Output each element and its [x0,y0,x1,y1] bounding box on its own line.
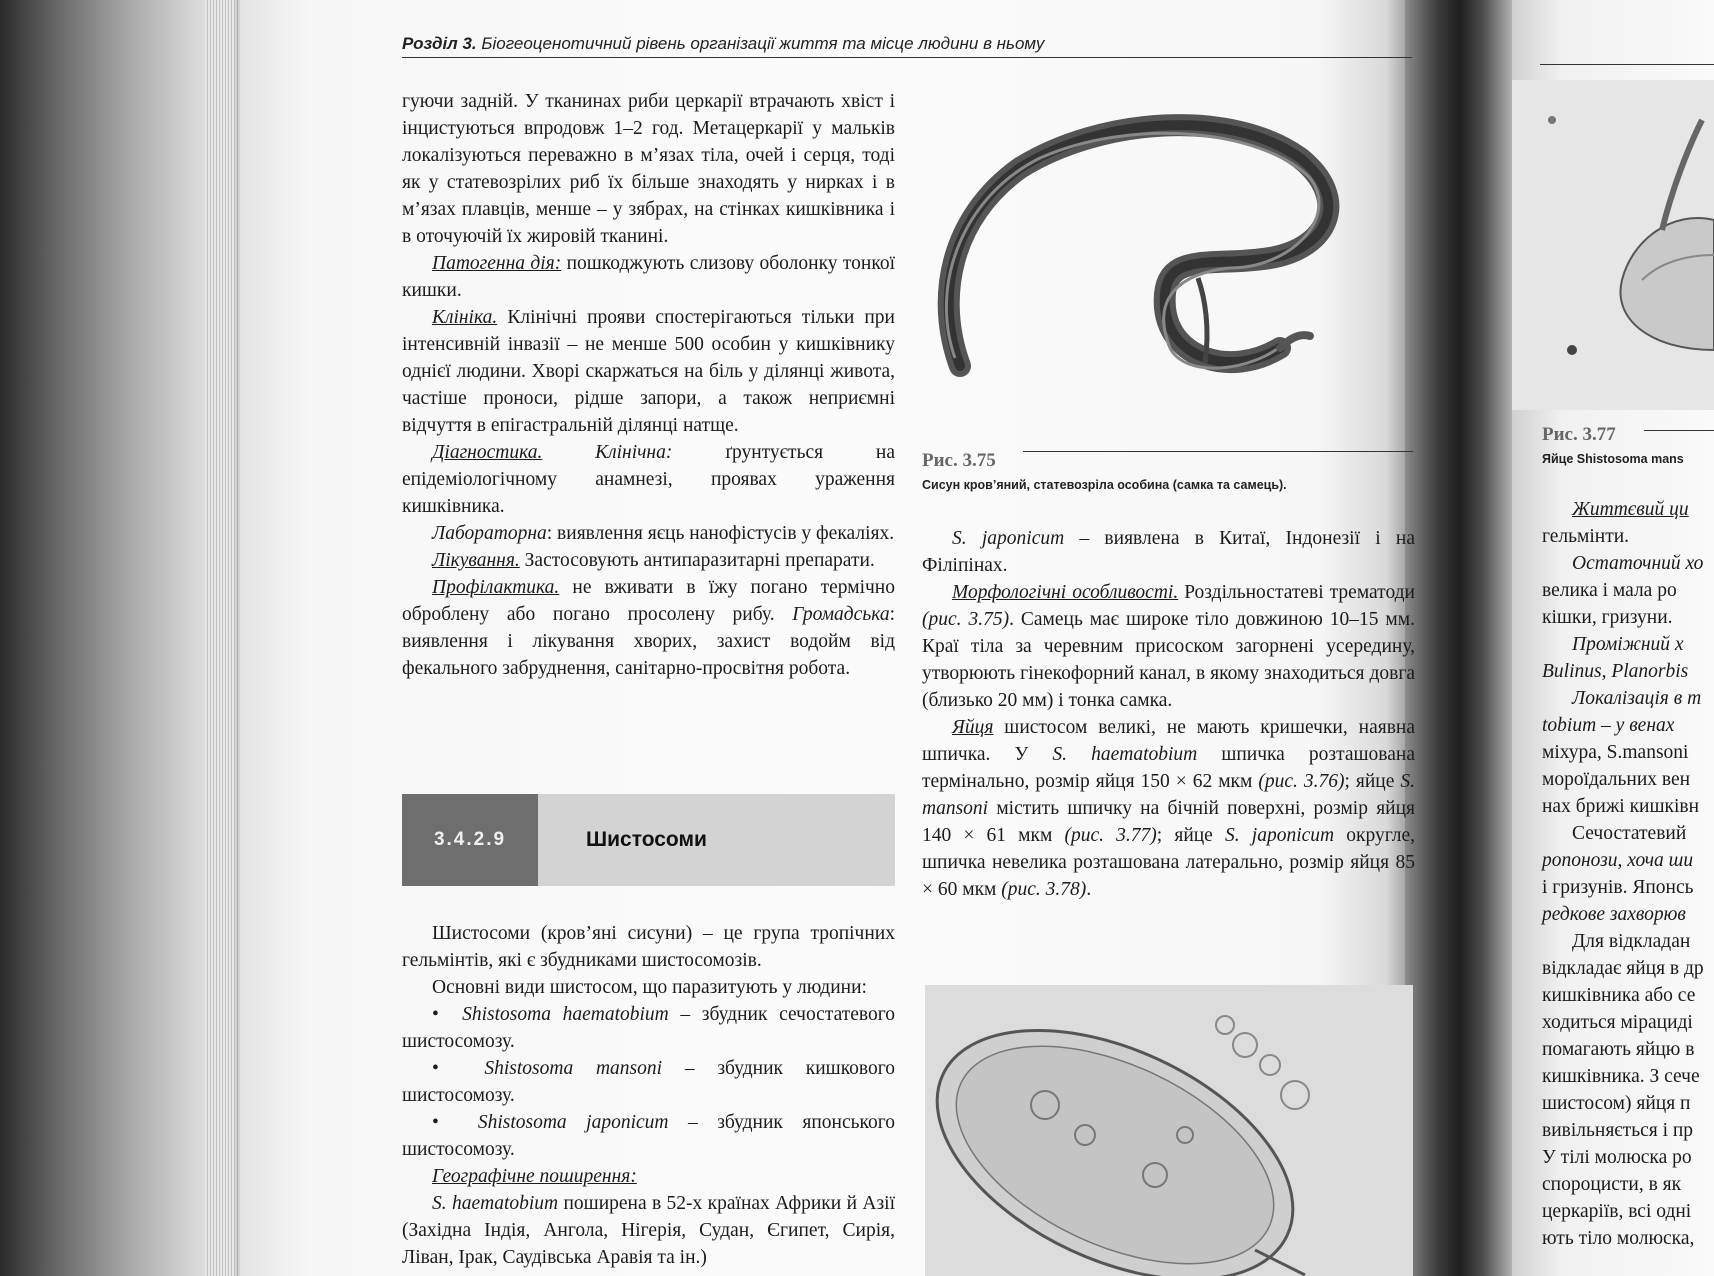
term-label: Яйця [952,717,994,738]
book-spine-edge [0,0,235,1276]
text-line: нах брижі кишківн [1542,796,1700,817]
text-line: Проміжний х [1572,634,1684,655]
term-text: Застосовують антипаразитарні препарати. [519,550,875,571]
term-label: Географічне поширення: [432,1166,637,1187]
caption-rule [1023,451,1413,452]
figure-caption: Сисун кров’яний, статевозріла особина (самка та самець). [922,478,1287,492]
header-section: Розділ 3. [402,34,477,53]
term-text: не вживати в їжу погано термічно оброблену або погано просолену рибу. [402,577,895,625]
list-item-text: – збудник сечостатевого шистосомозу. [402,1004,896,1052]
text-line: Локалізація в т [1572,688,1702,709]
paragraph: гуючи задній. У тканинах риби церкарії втрачають хвіст і інцистуються впродовж 1–2 год. Метацеркарії у мальків локалізуються переважно в м’язах тіла, очей і серця, тоді як у статевозрілих риб їх більше знаходять у нирках і в м’язах плавців, менше – у зябрах, на стінках кишківника і в оточуючій їх жировій тканині. [402,91,895,247]
text-line: церкаріїв, всі одні [1542,1201,1692,1222]
text-line: кишківника або се [1542,985,1696,1006]
text-line: велика і мала ро [1542,580,1677,601]
text-line: ходиться мірациді [1542,1012,1693,1033]
species-name: S. japonicum [1225,825,1335,846]
paragraph-text: шистосом великі, не мають кришечки, наявна шпичка. У [922,717,1415,765]
text-line: шистосом) яйця п [1542,1093,1691,1114]
paragraph-text: . [1086,879,1092,900]
term-label: Морфологічні особливості. [952,582,1179,603]
paragraph-prevention [402,574,895,682]
paragraph-text: Роздільностатеві трематоди [1178,582,1415,603]
list-item-text: – збудник японського шистосомозу. [402,1112,896,1160]
term-text: ґрунтується на епідеміологічному анамнезі, проявах ураження кишківника. [402,442,895,517]
paragraph-text: округле, шпичка невелика розташована латерально, розмір яйця 85 × 60 мкм [922,825,1415,900]
middle-column [922,525,1415,903]
text-line: помагають яйцю в [1542,1039,1695,1060]
paragraph-text: шпичка розташована термінально, розмір яйця 150 × 62 мкм [922,744,1415,792]
term-label: Профілактика. [432,577,560,598]
section-number: 3.4.2.9 [402,794,538,886]
paragraph-text: містить шпичку на бічній поверхні, розмір яйця 140 × 61 мкм [922,798,1415,846]
term-text: пошкоджують слизову оболонку тонкої кишки. [402,253,895,301]
left-column [402,88,895,682]
term-label: Патогенна дія: [432,253,562,274]
paragraph-eggs [922,714,1415,903]
text-line: редкове захворюв [1542,904,1686,925]
text-line: Для відкладан [1572,931,1691,952]
text-line: ють тіло молюска, [1542,1228,1695,1249]
species-name: Shistosoma mansoni [484,1058,663,1079]
paragraph-text: ; яйце [1156,825,1225,846]
term-label: Діагностика. [432,442,543,463]
term-label: Лікування. [432,550,520,571]
header-rule [402,57,1412,58]
page-edges [205,0,245,1276]
text-line: Сечостатевий [1572,823,1687,844]
paragraph-morphology [922,579,1415,714]
species-name: Shistosoma haematobium [462,1004,669,1025]
text-line: вивільняється і пр [1542,1120,1694,1141]
paragraph: Шистосоми (кров’яні сисуни) – це група тропічних гельмінтів, які є збудниками шистосомозів. [402,923,895,971]
text-line: У тілі молюска ро [1542,1147,1692,1168]
figure-ref: (рис. 3.76) [1258,771,1345,792]
paragraph-clinic [402,304,895,439]
text-line: і гризунів. Японсь [1542,877,1694,898]
paragraph-lab [402,520,895,547]
section-title: Шистосоми [538,794,895,886]
book-gutter [1405,0,1515,1276]
caption-rule [1644,430,1714,431]
term-label: Клініка. [432,307,498,328]
paragraph-pathogen [402,250,895,304]
list-item-text: – збудник кишкового шистосомозу. [402,1058,896,1106]
list-item: • Shistosoma mansoni – збудник кишкового шистосомозу. [402,1058,896,1106]
header-title: Біогеоценотичний рівень організації життя та місце людини в ньому [481,34,1045,53]
right-column-fragment [1542,496,1714,1252]
paragraph-text: – виявлена в Китаї, Індонезії і на Філіпінах. [922,528,1416,576]
paragraph-japonicum [922,525,1415,579]
text-line: кишківника. З сече [1542,1066,1700,1087]
list-item: • Shistosoma japonicum – збудник японського шистосомозу. [402,1112,896,1160]
paragraph-diagnostics [402,439,895,520]
header-rule [1540,64,1714,65]
term-sublabel: Громадська [792,604,890,625]
text-line: Bulinus, Planorbis [1542,661,1689,682]
text-line: Остаточний хо [1572,553,1704,574]
right-page [1512,0,1714,1276]
term-text: : виявлення яєць нанофістусів у фекаліях. [546,523,895,544]
species-name: S. haematobium [432,1193,559,1214]
text-line: гельмінти. [1542,526,1630,547]
list-item: • Shistosoma haematobium – збудник сечостатевого шистосомозу. [402,1004,896,1052]
section-heading [402,794,895,886]
figure-ref: (рис. 3.78) [1001,879,1087,900]
figure-label: Рис. 3.75 [922,450,996,471]
paragraph-geo-label [402,1163,895,1190]
figure-caption: Яйце Shistosoma mans [1542,452,1684,466]
species-name: S. japonicum [952,528,1065,549]
text-line: мороїдальних вен [1542,769,1691,790]
figure-egg-micrograph [925,985,1413,1276]
running-header [402,34,1412,54]
term-text: : виявлення і лікування хворих, захист водойм від фекального забруднення, санітарно-просвітня робота. [402,604,895,679]
term-text: Клінічні прояви спостерігаються тільки при інтенсивній інвазії – не менше 500 особин у кишківнику однієї людини. Хворі скаржаться на біль у ділянці живота, частіше проноси, рідше запори, а також неприємні відчуття в епігастральній ділянці натще. [402,307,895,436]
term-text: поширена в 52-х країнах Африки й Азії (Західна Індія, Ангола, Нігерія, Судан, Єгипет, Сирія, Ліван, Ірак, Саудівська Аравія та ін.) [402,1193,895,1268]
paragraph-text: . Самець має широке тіло довжиною 10–15 мм. Краї тіла за черевним присоском загорнені усередину, утворюють гінекофорний канал, в якому знаходиться довга (близько 20 мм) і тонка самка. [922,609,1415,711]
species-name: S. haematobium [1052,744,1198,765]
paragraph: Основні види шистосом, що паразитують у людини: [432,977,867,998]
figure-egg-mansoni [1512,80,1714,410]
text-line: tobium – у венах [1542,715,1675,736]
text-line: спороцисти, в як [1542,1174,1682,1195]
text-line: відкладає яйця в др [1542,958,1704,979]
term-sublabel: Лабораторна [432,523,547,544]
left-column-bottom [402,920,895,1271]
term-sublabel: Клінічна: [542,442,673,463]
figure-schistosoma-worms [930,98,1410,428]
paragraph-geo [402,1190,895,1271]
text-line: Життєвий ци [1572,499,1689,520]
paragraph-treatment [402,547,895,574]
species-name: Shistosoma japonicum [477,1112,669,1133]
text-line: міхура, S.mansoni [1542,742,1689,763]
paragraph-text: ; яйце [1344,771,1401,792]
text-line: кішки, гризуни. [1542,607,1673,628]
figure-ref: (рис. 3.77) [1064,825,1157,846]
figure-ref: (рис. 3.75) [922,609,1010,630]
text-line: ропонози, хоча ши [1542,850,1694,871]
figure-label: Рис. 3.77 [1542,424,1616,445]
species-name: S. mansoni [922,771,1415,819]
